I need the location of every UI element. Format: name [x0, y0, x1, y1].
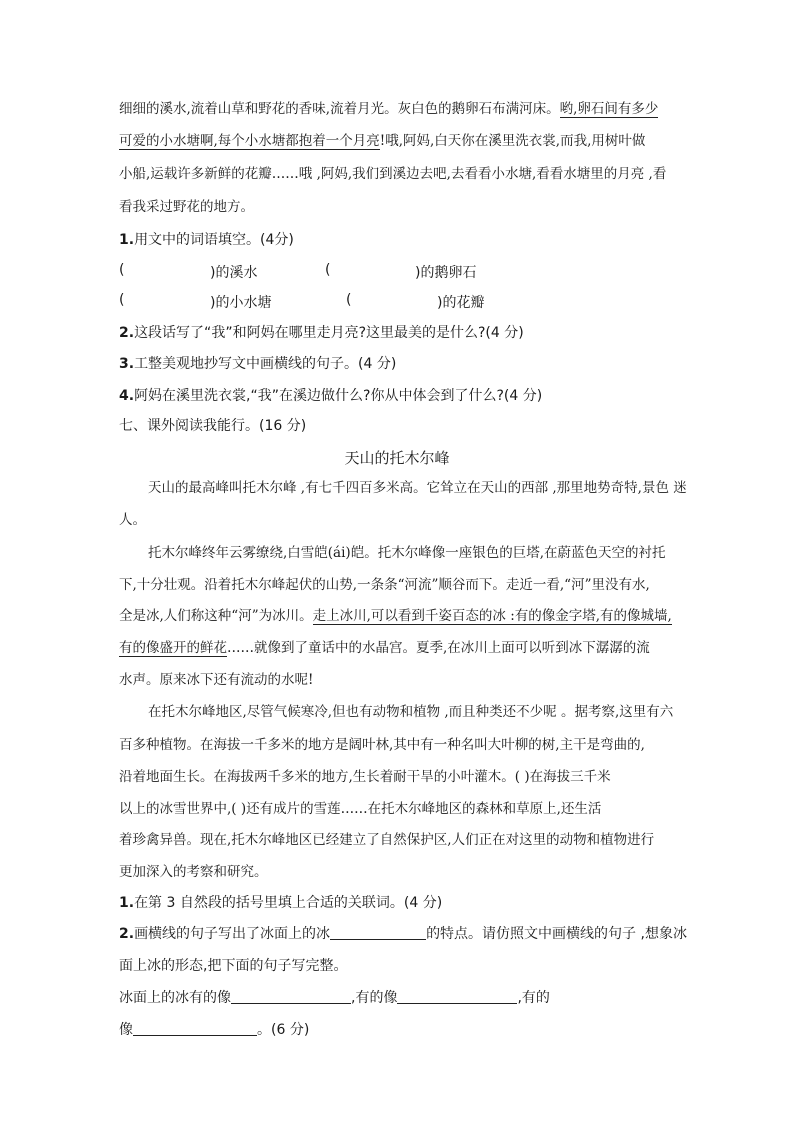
answer-blank[interactable] — [231, 989, 351, 1004]
fill-blank-4-label: )的花瓣 — [437, 295, 485, 311]
answer-blank[interactable] — [330, 925, 426, 940]
article-p1-line-2: 人。 — [119, 512, 146, 528]
article-p3-line-6: 更加深入的考察和研究。 — [119, 864, 268, 880]
fill-blank-3-open: ( — [119, 292, 125, 308]
question-2: 2.这段话写了“我”和阿妈在哪里走月亮?这里最美的是什么?(4 分) — [119, 325, 524, 341]
underlined-sentence: 可爱的小水塘啊,每个小水塘都抱着一个月亮 — [119, 133, 380, 149]
passage-line-1: 细细的溪水,流着山草和野花的香味,流着月光。灰白色的鹅卵石布满河床。哟,卵石间有多少 — [119, 101, 659, 117]
fill-blank-4-open: ( — [346, 292, 352, 308]
section-7-heading: 七、课外阅读我能行。(16 分) — [119, 418, 307, 434]
question-3: 3.工整美观地抄写文中画横线的句子。(4 分) — [119, 356, 397, 372]
answer-blank[interactable] — [133, 1021, 257, 1036]
passage-line-3: 小船,运载许多新鲜的花瓣……哦 ,阿妈,我们到溪边去吧,去看看小水塘,看看水塘里的月亮 ,看 — [119, 166, 667, 182]
fill-blank-2-open: ( — [325, 262, 331, 278]
article-p1-line-1: 天山的最高峰叫托木尔峰 ,有七千四百多米高。它耸立在天山的西部 ,那里地势奇特,景色 迷 — [148, 480, 687, 496]
article-p3-line-5: 着珍禽异兽。现在,托木尔峰地区已经建立了自然保护区,人们正在对这里的动物和植物进行 — [119, 832, 655, 848]
fill-blank-1-label: )的溪水 — [210, 265, 258, 281]
article-p2-line-1: 托木尔峰终年云雾缭绕,白雪皑(ái)皑。托木尔峰像一座银色的巨塔,在蔚蓝色天空的衬托 — [148, 545, 666, 561]
underlined-sentence: 走上冰川,可以看到千姿百态的冰 :有的像金字塔,有的像城墙, — [312, 608, 672, 624]
article-p2-line-4: 有的像盛开的鲜花……就像到了童话中的水晶宫。夏季,在冰川上面可以听到冰下潺潺的流 — [119, 640, 650, 656]
reading-question-2-line-2: 面上冰的形态,把下面的句子写完整。 — [119, 958, 348, 974]
article-p3-line-2: 百多种植物。在海拔一千多米的地方是阔叶林,其中有一种名叫大叶柳的树,主干是弯曲的, — [119, 737, 645, 753]
underlined-sentence: 哟,卵石间有多少 — [559, 101, 659, 117]
question-1: 1.用文中的词语填空。(4分) — [119, 232, 294, 248]
passage-line-4: 看我采过野花的地方。 — [119, 199, 254, 215]
reading-question-2-sentence: 冰面上的冰有的像 ,有的像 ,有的 — [119, 990, 550, 1006]
article-p2-line-2: 下,十分壮观。沿着托木尔峰起伏的山势,一条条“河流”顺谷而下。走近一看,“河”里没有水, — [119, 577, 650, 593]
answer-blank[interactable] — [397, 989, 517, 1004]
article-p3-line-3: 沿着地面生长。在海拔两千多米的地方,生长着耐干旱的小叶灌木。( )在海拔三千米 — [119, 769, 611, 785]
article-title: 天山的托木尔峰 — [344, 449, 450, 467]
article-p2-line-5: 水声。原来冰下还有流动的水呢! — [119, 672, 314, 688]
reading-question-1: 1.在第 3 自然段的括号里填上合适的关联词。(4 分) — [119, 895, 443, 911]
question-4: 4.阿妈在溪里洗衣裳,“我”在溪边做什么?你从中体会到了什么?(4 分) — [119, 388, 543, 404]
fill-blank-1-open: ( — [119, 262, 125, 278]
fill-blank-2-label: )的鹅卵石 — [415, 265, 477, 281]
fill-blank-3-label: )的小水塘 — [210, 295, 272, 311]
article-p2-line-3: 全是冰,人们称这种“河”为冰川。走上冰川,可以看到千姿百态的冰 :有的像金字塔,有的像城墙, — [119, 608, 672, 624]
article-p3-line-4: 以上的冰雪世界中,( )还有成片的雪莲……在托木尔峰地区的森林和草原上,还生活 — [119, 801, 602, 817]
passage-line-2: 可爱的小水塘啊,每个小水塘都抱着一个月亮!哦,阿妈,白天你在溪里洗衣裳,而我,用树叶做 — [119, 133, 646, 149]
article-p3-line-1: 在托木尔峰地区,尽管气候寒冷,但也有动物和植物 ,而且种类还不少呢 。据考察,这里有六 — [148, 704, 674, 720]
underlined-sentence: 有的像盛开的鲜花 — [119, 640, 227, 656]
reading-question-2: 2.画横线的句子写出了冰面上的冰 的特点。请仿照文中画横线的句子 ,想象冰 — [119, 926, 687, 942]
reading-question-2-sentence-end: 像 。(6 分) — [119, 1022, 310, 1038]
